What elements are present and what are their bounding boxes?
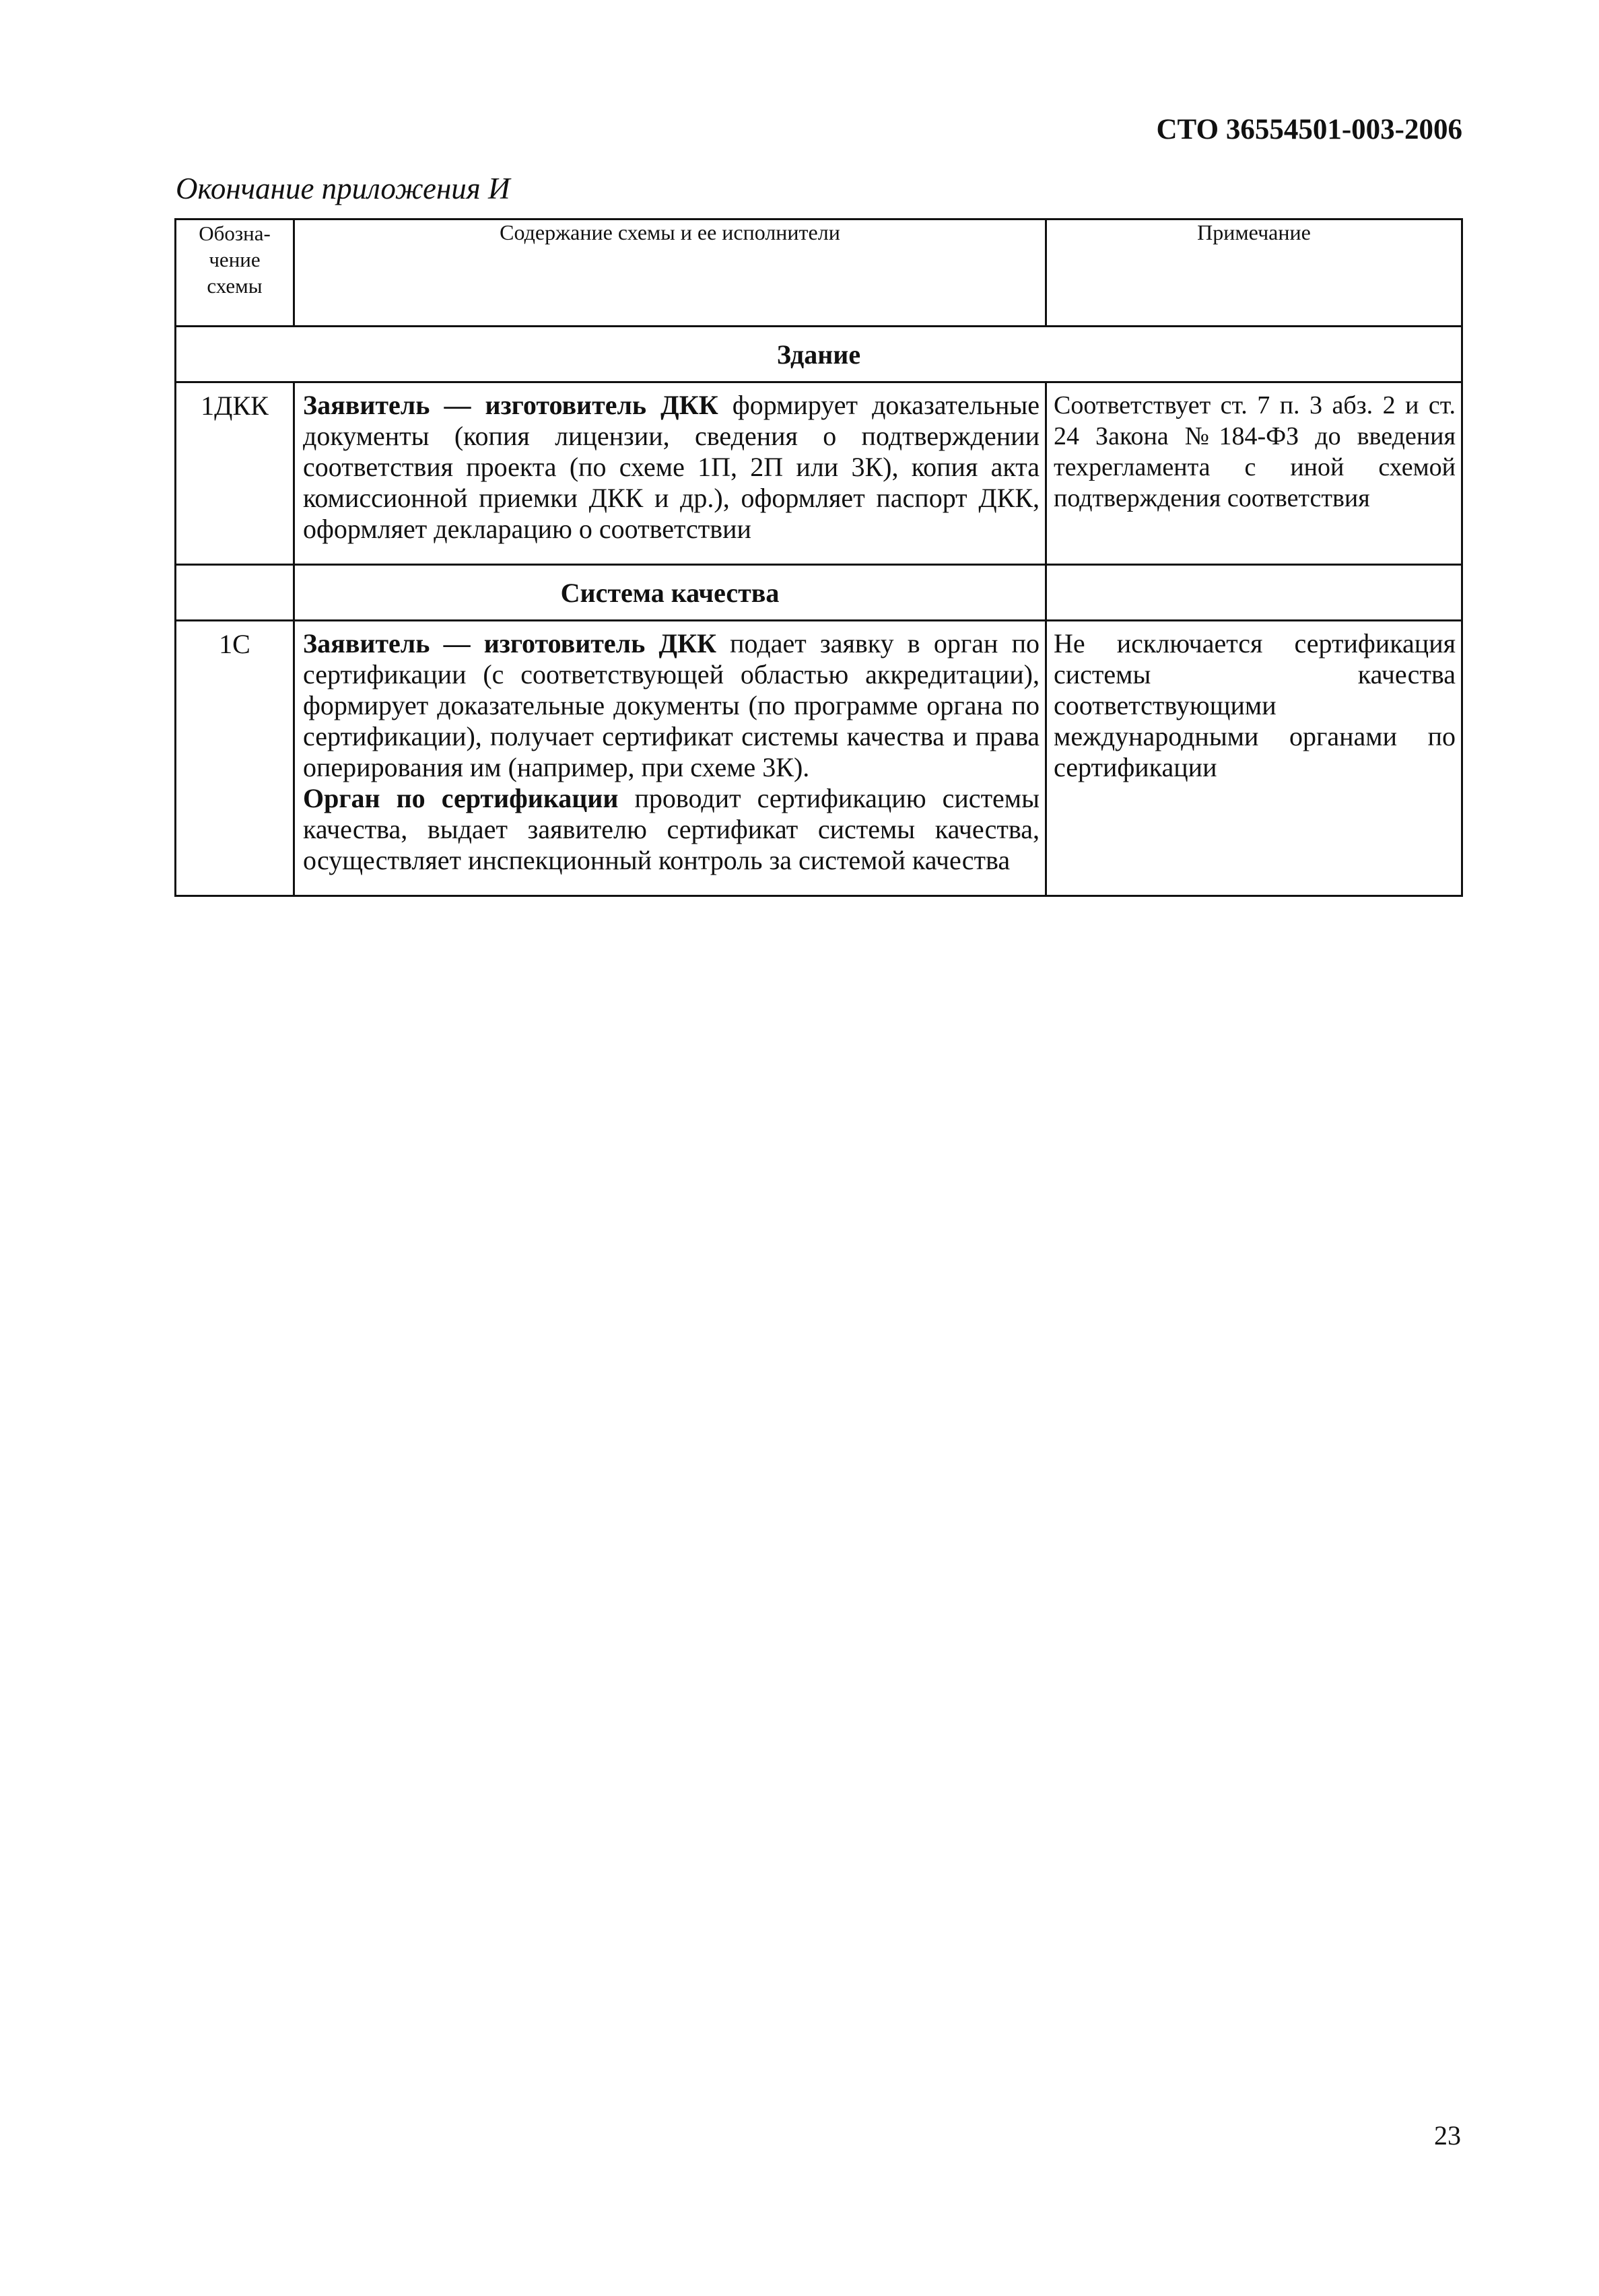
scheme-content <box>294 382 1046 565</box>
table-row <box>176 382 1462 565</box>
scheme-note: Не исключается сертификация системы качества соответствующими международными органами по сертификации <box>1046 621 1462 896</box>
table-row <box>176 621 1462 896</box>
section-empty-cell <box>1046 565 1462 621</box>
actor-text: подает заявку в орган по сертификации (с соответствующей областью аккредитации), формирует доказательные документы (по программе органа по сертификации), получает сертификат системы качества и права оперирования им (например, при схеме 3К). <box>303 628 1040 782</box>
scheme-note: Соответствует ст. 7 п. 3 абз. 2 и ст. 24 Закона №184-ФЗ до введения техрегламента с иной схемой подтверждения соответствия <box>1046 382 1462 565</box>
column-header-code-line: схемы <box>207 274 263 298</box>
schemes-table <box>174 218 1463 897</box>
section-row-quality-system <box>176 565 1462 621</box>
column-header-code-line: Обозна- <box>199 222 271 245</box>
section-title: Здание <box>176 327 1462 382</box>
section-row-building <box>176 327 1462 382</box>
actor-label: Заявитель — изготовитель ДКК <box>303 628 716 659</box>
column-header-code <box>176 220 294 327</box>
actor-text: формирует доказательные документы (копия лицензии, сведения о подтверждении соответствия проекта (по схеме 1П, 2П или 3К), копия акта комиссионной приемки ДКК и др.), оформляет паспорт ДКК, оформляет декларацию о соответствии <box>303 390 1040 544</box>
column-header-note: Примечание <box>1046 220 1462 327</box>
actor-label: Орган по сертификации <box>303 783 619 813</box>
actor-label: Заявитель — изготовитель ДКК <box>303 390 718 420</box>
document-code: СТО 36554501-003-2006 <box>1156 114 1462 145</box>
table-header-row <box>176 220 1462 327</box>
scheme-content <box>294 621 1046 896</box>
column-header-content: Содержание схемы и ее исполнители <box>294 220 1046 327</box>
page-number: 23 <box>1434 2120 1461 2151</box>
column-header-code-line: чение <box>209 248 261 271</box>
scheme-code: 1ДКК <box>176 382 294 565</box>
section-empty-cell <box>176 565 294 621</box>
annex-title: Окончание приложения И <box>176 172 510 205</box>
scheme-code: 1С <box>176 621 294 896</box>
actor-text: проводит сертификацию системы качества, выдает заявителю сертификат системы качества, осуществляет инспекционный контроль за системой качества <box>303 783 1040 875</box>
section-title: Система качества <box>294 565 1046 621</box>
